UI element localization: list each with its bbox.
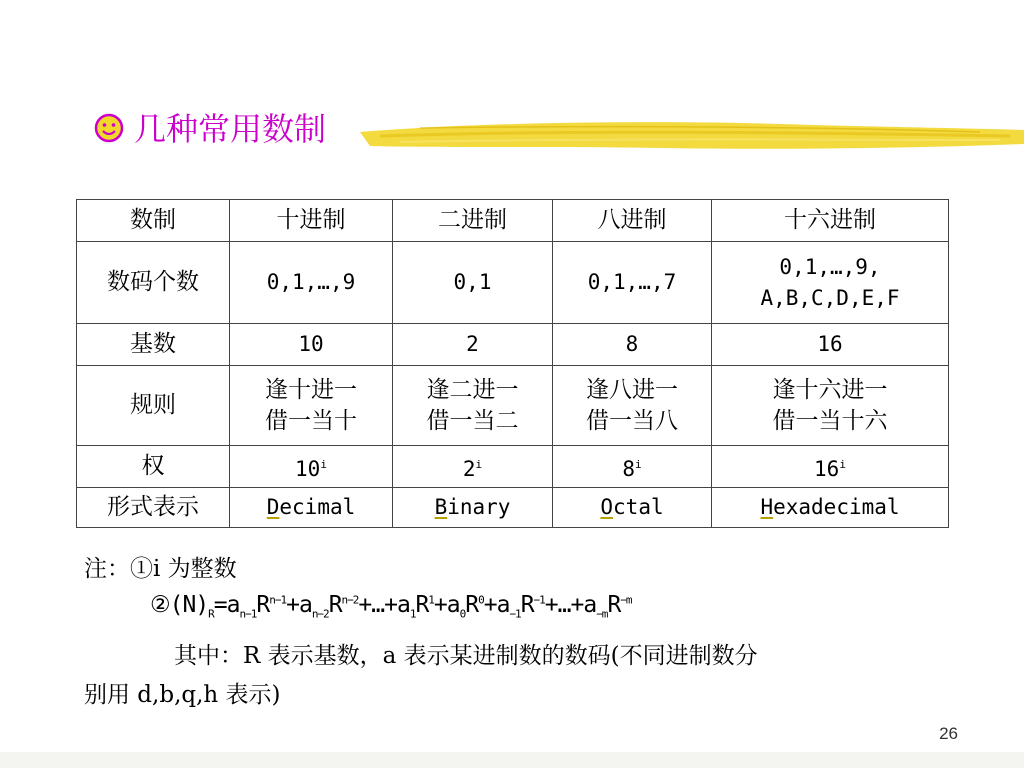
weight-exponent: i bbox=[635, 457, 642, 471]
table-cell bbox=[553, 446, 712, 488]
formula-subscript: n−1 bbox=[239, 607, 257, 621]
formula-part: R bbox=[415, 592, 429, 618]
table-row-base bbox=[77, 324, 949, 366]
row-label: 规则 bbox=[77, 366, 230, 446]
table-row-digits bbox=[77, 242, 949, 324]
weight-base: 8 bbox=[622, 456, 636, 481]
table-cell: 2 bbox=[393, 324, 553, 366]
formula-part: +a bbox=[483, 592, 510, 618]
formula-exponent: n−1 bbox=[269, 593, 287, 607]
note-explanation-line2: 别用 d,b,q,h 表示) bbox=[84, 682, 281, 708]
formula-part: +a bbox=[433, 592, 460, 618]
row-label: 权 bbox=[77, 446, 230, 488]
table-cell bbox=[230, 446, 393, 488]
table-cell: 0,1 bbox=[393, 242, 553, 324]
form-rest: ctal bbox=[613, 495, 664, 519]
formula-subscript: R bbox=[208, 607, 214, 621]
table-header: 数制 bbox=[77, 200, 230, 242]
formula-part: R bbox=[465, 592, 479, 618]
table-cell bbox=[393, 366, 553, 446]
formula-part: R bbox=[328, 592, 342, 618]
formula-part: +…+a bbox=[544, 592, 597, 618]
table-cell bbox=[712, 488, 949, 528]
form-letter: O bbox=[600, 495, 614, 519]
form-rest: exadecimal bbox=[773, 495, 900, 519]
cell-line: A,B,C,D,E,F bbox=[760, 285, 900, 310]
formula-subscript: n−2 bbox=[311, 607, 329, 621]
table-header: 十进制 bbox=[230, 200, 393, 242]
formula-part: +a bbox=[286, 592, 312, 618]
table-cell bbox=[712, 242, 949, 324]
form-letter: H bbox=[760, 495, 774, 519]
table-header: 八进制 bbox=[553, 200, 712, 242]
table-row-rule bbox=[77, 366, 949, 446]
formula-part: =a bbox=[213, 592, 240, 618]
table-cell bbox=[553, 488, 712, 528]
table-cell: 10 bbox=[230, 324, 393, 366]
row-label: 形式表示 bbox=[77, 488, 230, 528]
table-header: 二进制 bbox=[393, 200, 553, 242]
formula-subscript: 1 bbox=[409, 607, 416, 621]
table-cell bbox=[393, 446, 553, 488]
formula-part: R bbox=[520, 592, 534, 618]
table-cell: 0,1,…,9 bbox=[230, 242, 393, 324]
cell-line: 逢二进一 bbox=[426, 376, 519, 403]
row-label: 数码个数 bbox=[77, 242, 230, 324]
table-cell bbox=[230, 488, 393, 528]
formula-exponent: −1 bbox=[533, 593, 545, 607]
weight-base: 16 bbox=[814, 456, 840, 481]
formula-part: +…+a bbox=[358, 592, 410, 618]
cell-line: 借一当二 bbox=[426, 407, 519, 434]
expansion-formula bbox=[150, 592, 632, 621]
slide-title-text: 几种常用数制 bbox=[134, 110, 327, 148]
cell-line: 借一当八 bbox=[586, 407, 678, 434]
formula-part: R bbox=[256, 592, 270, 618]
weight-base: 2 bbox=[462, 456, 476, 481]
number-system-table bbox=[76, 199, 949, 528]
formula-subscript: 0 bbox=[459, 607, 466, 621]
slide-title bbox=[92, 104, 326, 150]
cell-line: 逢十进一 bbox=[265, 376, 357, 403]
formula-subscript: −1 bbox=[509, 607, 521, 621]
bottom-band bbox=[0, 752, 1024, 768]
note-integer: 注：①i 为整数 bbox=[84, 556, 237, 582]
cell-line: 借一当十 bbox=[265, 407, 357, 434]
table-cell bbox=[712, 366, 949, 446]
form-rest: inary bbox=[447, 495, 511, 519]
table-cell bbox=[230, 366, 393, 446]
formula-part: R bbox=[607, 592, 621, 618]
smiley-face-icon bbox=[92, 110, 126, 144]
table-cell bbox=[712, 446, 949, 488]
page-number: 26 bbox=[939, 724, 958, 743]
cell-line: 借一当十六 bbox=[772, 407, 888, 434]
weight-exponent: i bbox=[320, 457, 327, 471]
table-cell bbox=[393, 488, 553, 528]
formula-exponent: −m bbox=[620, 593, 632, 607]
note-explanation-line1: 其中：R 表示基数，a 表示某进制数的数码(不同进制数分 bbox=[174, 643, 758, 669]
table-cell: 0,1,…,7 bbox=[553, 242, 712, 324]
table-cell: 8 bbox=[553, 324, 712, 366]
form-rest: ecimal bbox=[279, 495, 356, 519]
weight-exponent: i bbox=[839, 457, 846, 471]
table-cell: 16 bbox=[712, 324, 949, 366]
weight-base: 10 bbox=[295, 456, 321, 481]
cell-line: 逢十六进一 bbox=[772, 376, 888, 403]
table-header-row bbox=[77, 200, 949, 242]
title-brush-stroke-decoration bbox=[360, 118, 1024, 152]
formula-exponent: n−2 bbox=[341, 593, 359, 607]
formula-subscript: −m bbox=[596, 607, 608, 621]
cell-line: 0,1,…,9, bbox=[779, 254, 881, 279]
cell-line: 逢八进一 bbox=[586, 376, 678, 403]
formula-exponent: 0 bbox=[478, 593, 484, 607]
formula-exponent: 1 bbox=[428, 593, 434, 607]
table-row-form bbox=[77, 488, 949, 528]
row-label: 基数 bbox=[77, 324, 230, 366]
table-header: 十六进制 bbox=[712, 200, 949, 242]
formula-part: ②(N) bbox=[150, 592, 209, 618]
weight-exponent: i bbox=[475, 457, 483, 471]
table-cell bbox=[553, 366, 712, 446]
form-letter: B bbox=[434, 495, 448, 519]
table-row-weight bbox=[77, 446, 949, 488]
form-letter: D bbox=[266, 495, 280, 519]
